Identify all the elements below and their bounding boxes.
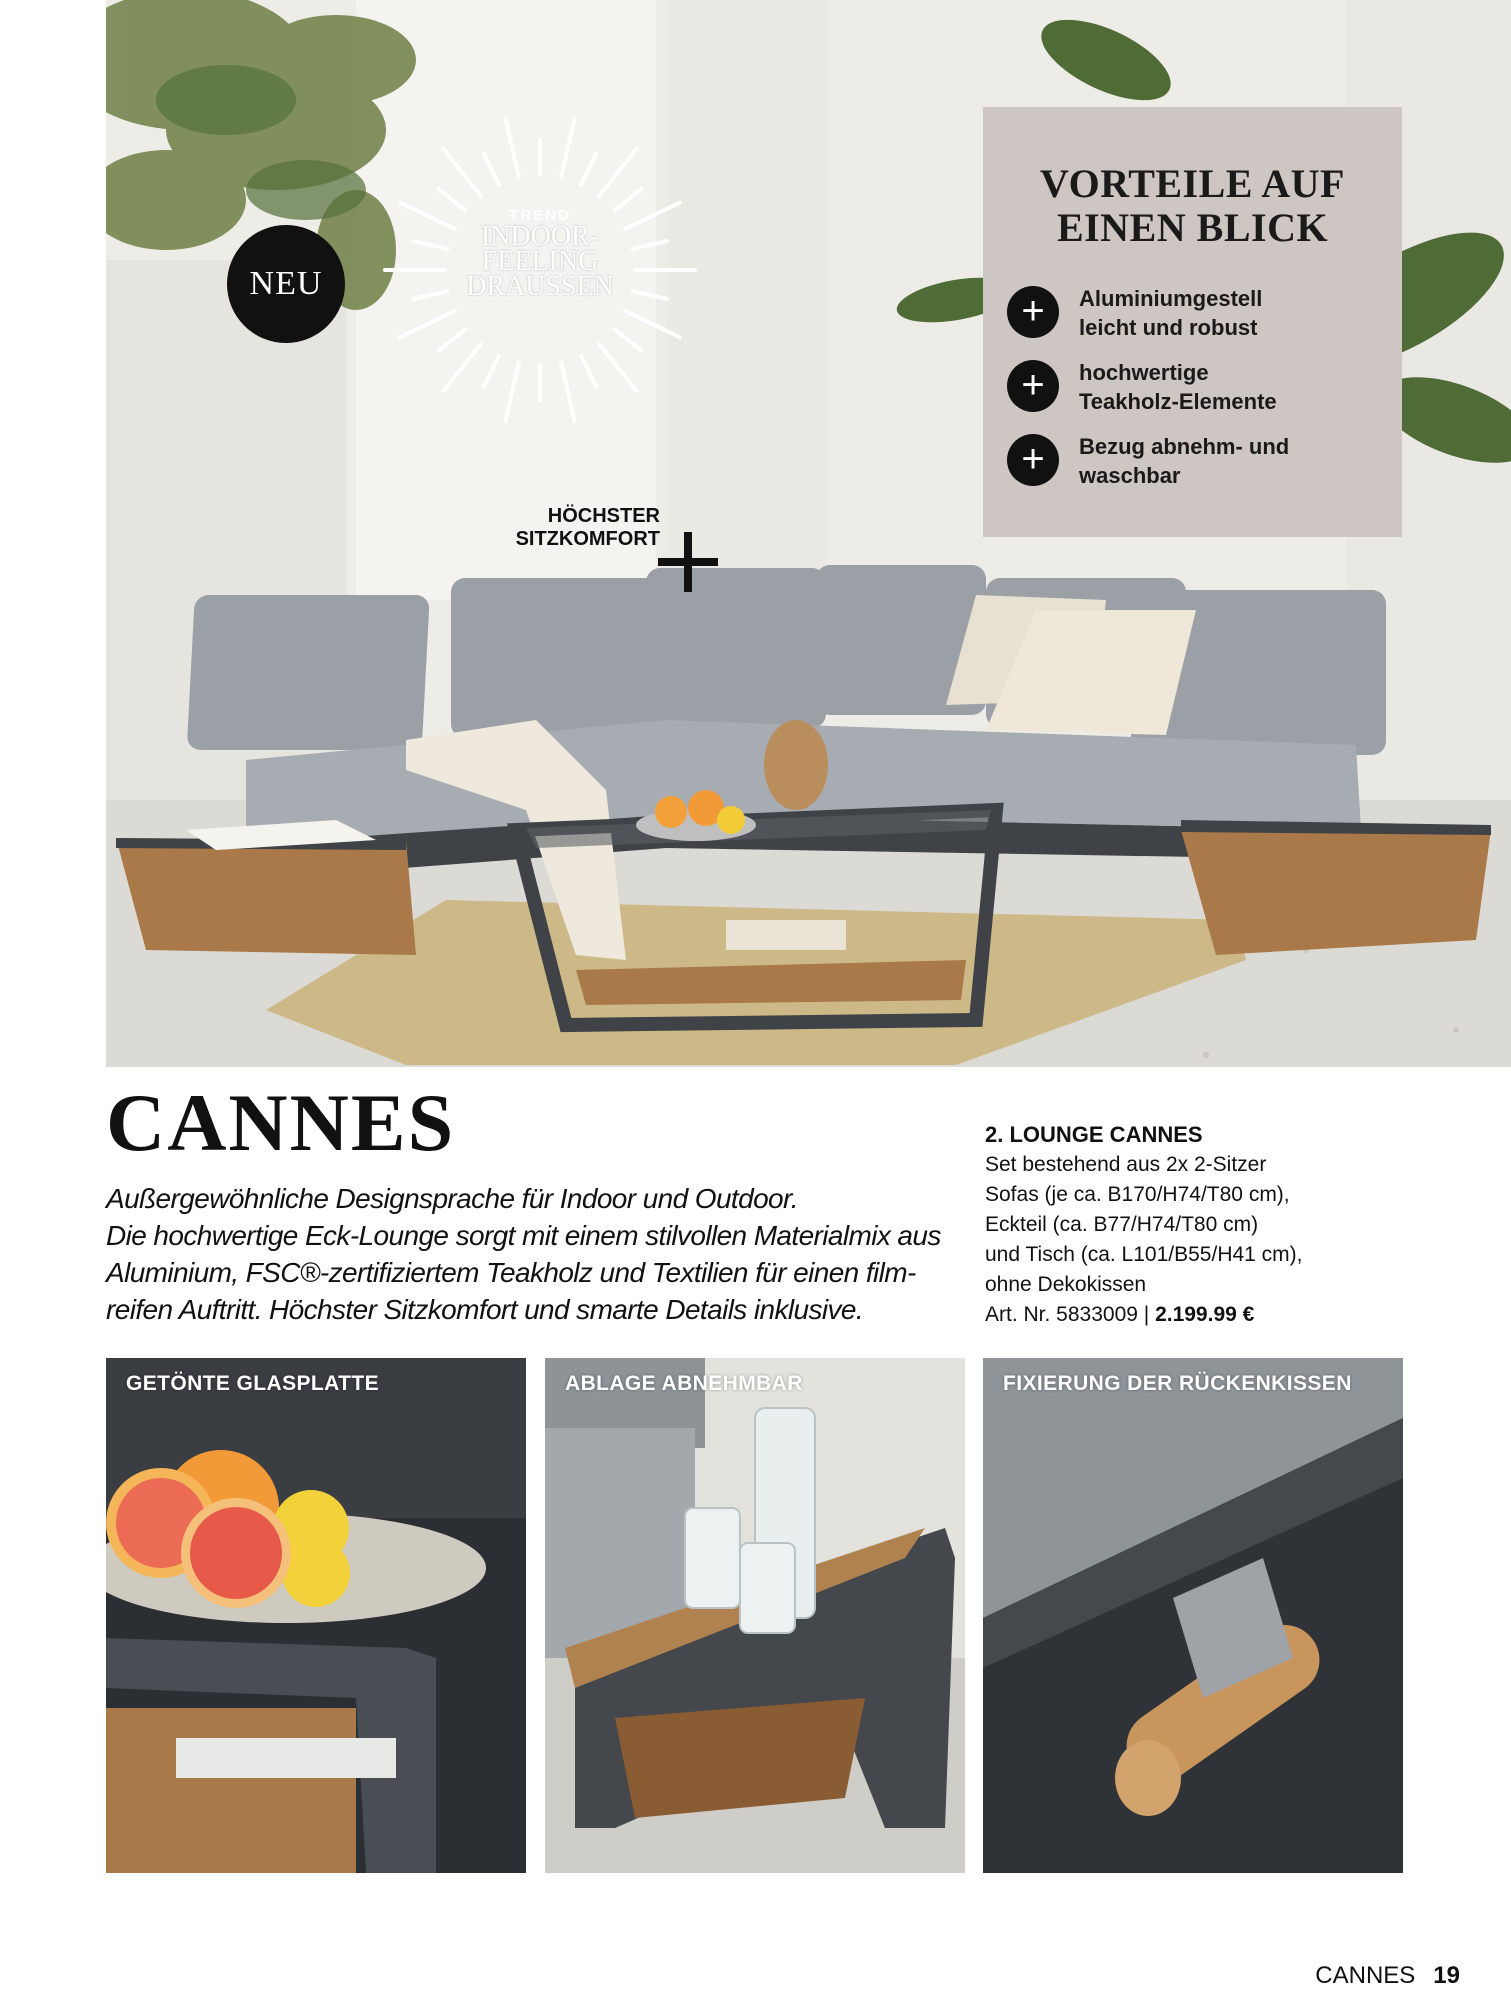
new-badge-label: NEU [249,265,323,302]
sunburst-ray [626,311,680,337]
sunburst-ray [506,119,519,177]
benefits-title-line-1: VORTEILE AUF [1040,161,1345,206]
price: 2.199.99 € [1155,1303,1255,1326]
benefit-item [1007,284,1387,344]
benefit-item [1007,358,1387,418]
sunburst-ray [614,329,641,351]
comfort-line-2: SITZKOMFORT [515,528,660,550]
sunburst-ray [438,329,465,351]
footer-section: CANNES [1315,1962,1416,1989]
benefit-line-1: Aluminiumgestell [1079,286,1263,311]
sunburst-ray [599,149,636,196]
plus-icon: + [1007,360,1059,412]
detail-photo-removable-shelf [545,1358,965,1873]
trend-line-3: DRAUSSEN [466,271,614,302]
detail-label: GETÖNTE GLASPLATTE [126,1372,379,1395]
product-description [106,1180,966,1328]
trend-line-1: INDOOR- [480,221,600,252]
spec-line: Eckteil (ca. B77/H74/T80 cm) [985,1213,1259,1236]
spec-price-line [985,1300,1405,1330]
sunburst-ray [484,153,499,185]
spec-line: Set bestehend aus 2x 2-Sitzer [985,1153,1267,1176]
trend-callout [440,207,640,302]
detail-photo-glass-top [106,1358,526,1873]
benefit-line-1: Bezug abnehm- und [1079,434,1290,459]
benefits-title-line-2: EINEN BLICK [1056,205,1329,250]
sunburst-ray [561,119,574,177]
page-number: 19 [1433,1962,1460,1989]
benefit-line-2: Teakholz-Elemente [1079,389,1277,414]
description-line: reifen Auftritt. Höchster Sitzkomfort und smarte Details inklusive. [106,1294,864,1325]
description-line: Die hochwertige Eck-Lounge sorgt mit einem stilvollen Materialmix aus [106,1220,941,1251]
benefits-title [983,162,1402,250]
comfort-callout [490,505,660,551]
sunburst-ray [599,344,636,391]
benefit-line-1: hochwertige [1079,360,1209,385]
new-badge [227,225,345,343]
spec-line: ohne Dekokissen [985,1273,1147,1296]
benefit-line-2: leicht und robust [1079,315,1258,340]
comfort-line-1: HÖCHSTER [547,505,660,527]
sunburst-ray [581,153,596,185]
product-spec [985,1120,1405,1330]
article-number: Art. Nr. 5833009 | [985,1303,1150,1326]
sunburst-ray [443,344,480,391]
trend-line-2: FEELING [481,246,599,277]
sunburst-ray [400,311,454,337]
benefit-line-2: waschbar [1079,463,1181,488]
spec-line: Sofas (je ca. B170/H74/T80 cm), [985,1183,1290,1206]
sunburst-ray [561,363,574,421]
trend-label: TREND [509,207,571,224]
sunburst-ray [484,356,499,388]
plus-icon [658,532,718,592]
detail-label: ABLAGE ABNEHMBAR [565,1372,803,1395]
detail-label: FIXIERUNG DER RÜCKENKISSEN [1003,1372,1352,1395]
sunburst-ray [581,356,596,388]
spec-title: 2. LOUNGE CANNES [985,1122,1203,1147]
benefit-item [1007,432,1387,492]
product-title: CANNES [106,1077,456,1168]
detail-photo-cushion-fixing [983,1358,1403,1873]
page-footer [1290,1962,1460,1990]
sunburst-ray [443,149,480,196]
plus-icon: + [1007,434,1059,486]
description-line: Aluminium, FSC®-zertifiziertem Teakholz und Textilien für einen film- [106,1257,916,1288]
description-line: Außergewöhnliche Designsprache für Indoor und Outdoor. [106,1183,798,1214]
spec-line: und Tisch (ca. L101/B55/H41 cm), [985,1243,1303,1266]
sunburst-ray [506,363,519,421]
benefits-box [983,107,1402,537]
plus-icon: + [1007,286,1059,338]
